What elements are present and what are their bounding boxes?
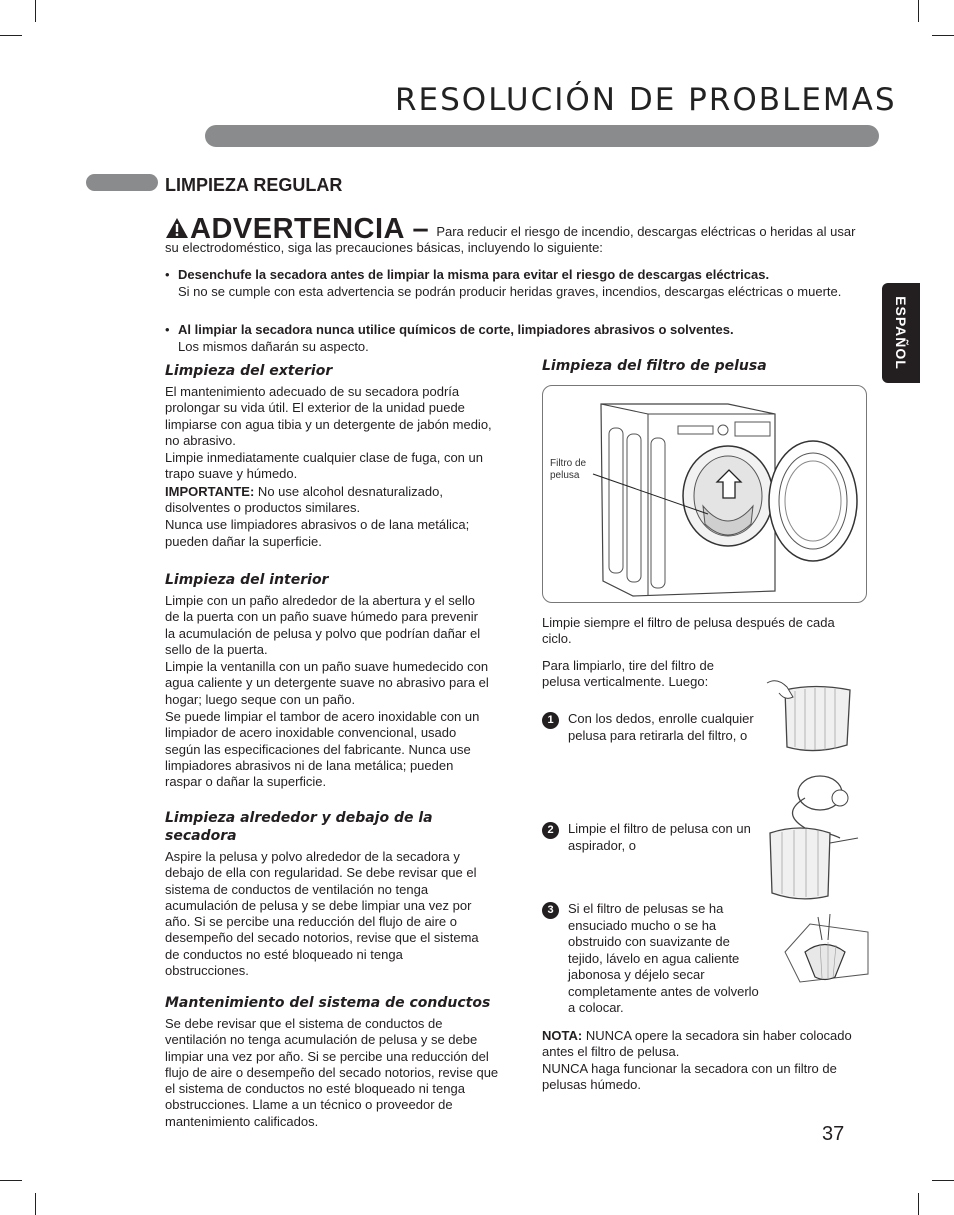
- step-text: Con los dedos, enrolle cualquier pelusa para retirarla del filtro, o: [568, 711, 754, 743]
- exterior-p2: Limpie inmediatamente cualquier clase de fuga, con un trapo suave y húmedo.: [165, 450, 483, 482]
- bullet-dot: •: [165, 267, 170, 282]
- warning-intro: Para reducir el riesgo de incendio, descargas eléctricas o heridas al usar su electrodoméstico, siga las precauciones básicas, incluyendo lo siguiente:: [165, 224, 856, 255]
- step-3: [542, 901, 772, 1017]
- warning-bullet-text: Los mismos dañarán su aspecto.: [178, 338, 369, 354]
- step-number: 3: [542, 902, 559, 919]
- crop-mark: [932, 1180, 954, 1181]
- step-number: 1: [542, 712, 559, 729]
- ducts-section: [165, 994, 505, 1130]
- filter-p2: Para limpiarlo, tire del filtro de pelusa verticalmente. Luego:: [542, 657, 714, 689]
- ducts-p1: Se debe revisar que el sistema de conductos de ventilación no tenga acumulación de pelusa y se debe limpiar una vez por año. Si se percibe una reducción del flujo de aire o desempeño del secado notorios, revise que el sistema de conductos no esté bloqueado ni tenga obstrucciones. Llame a un técnico o proveedor de mantenimiento calificados.: [165, 1016, 499, 1129]
- title-bar: [205, 125, 879, 147]
- warning-icon: [165, 217, 189, 239]
- filter-callout: Filtro de pelusa: [550, 458, 587, 481]
- note-p2: NUNCA haga funcionar la secadora con un filtro de pelusas húmedo.: [542, 1060, 837, 1092]
- warning-bullet-text: Si no se cumple con esta advertencia se podrán producir heridas graves, incendios, descargas eléctricas o muerte.: [178, 283, 842, 299]
- around-p1: Aspire la pelusa y polvo alrededor de la secadora y debajo de ella con regularidad. Se debe revisar que el sistema de conductos de ventilación no tenga acumulación de pelusa y se debe limpiar una vez por año. Si se percibe una reducción del flujo de aire o desempeño del secado notorios, revise que el sistema de conductos no esté bloqueado ni tenga obstrucciones.: [165, 849, 479, 979]
- interior-p2: Limpie la ventanilla con un paño suave humedecido con agua caliente y un detergente suave no abrasivo para el hogar; luego seque con un paño.: [165, 659, 489, 707]
- note-label: NOTA:: [542, 1028, 583, 1043]
- exterior-section: [165, 362, 495, 550]
- step-text: Si el filtro de pelusas se ha ensuciado mucho o se ha obstruido con suavizante de tejido, lávelo en agua caliente jabonosa y déjelo secar completamente antes de volverlo a colocar.: [568, 901, 759, 1015]
- exterior-p3: [165, 484, 495, 517]
- filter-p1: Limpie siempre el filtro de pelusa después de cada ciclo.: [542, 615, 835, 647]
- warning-block: [165, 213, 870, 256]
- step-text: Limpie el filtro de pelusa con un aspirador, o: [568, 821, 751, 853]
- interior-p3: Se puede limpiar el tambor de acero inoxidable con un limpiador de acero inoxidable convencional, usado según las especificaciones del fabricante. Nunca use limpiadores abrasivos ni de lana metálica; pueden raspar o dañar la superficie.: [165, 709, 480, 790]
- crop-mark: [35, 0, 36, 22]
- interior-p1: Limpie con un paño alrededor de la abertura y el sello de la puerta con un paño suave húmedo para prevenir la acumulación de pelusa y polvo que podrían dañar el sello de la puerta.: [165, 593, 481, 657]
- warning-bullet-bold: Al limpiar la secadora nunca utilice químicos de corte, limpiadores abrasivos o solventes.: [178, 322, 734, 337]
- around-heading: Limpieza alrededor y debajo de la secadora: [165, 810, 433, 844]
- page-number: 37: [822, 1123, 845, 1145]
- language-tab-label: ESPAÑOL: [893, 296, 909, 370]
- lint-filter-fingers-illustration: [765, 675, 855, 760]
- warning-bullet: [165, 267, 870, 300]
- vacuum-illustration: [760, 768, 860, 903]
- dryer-figure: [542, 385, 867, 603]
- note-text-1: NUNCA opere la secadora sin haber colocado antes el filtro de pelusa.: [542, 1028, 852, 1060]
- exterior-heading: Limpieza del exterior: [165, 363, 333, 379]
- interior-section: [165, 571, 490, 791]
- page-title: RESOLUCIÓN DE PROBLEMAS: [395, 82, 897, 118]
- around-section: [165, 809, 490, 979]
- warning-heading: ADVERTENCIA –: [190, 213, 430, 245]
- crop-mark: [35, 1193, 36, 1215]
- warning-bullet: [165, 322, 870, 355]
- crop-mark: [0, 1180, 22, 1181]
- step-1: [542, 711, 772, 744]
- step-2: [542, 821, 772, 854]
- crop-mark: [0, 35, 22, 36]
- note-block: [542, 1028, 867, 1093]
- washing-filter-illustration: [780, 912, 870, 987]
- exterior-p4: Nunca use limpiadores abrasivos o de lana metálica; pueden dañar la superficie.: [165, 517, 470, 549]
- exterior-p3-text: No use alcohol desnaturalizado, disolventes o productos similares.: [165, 483, 443, 516]
- language-tab: [882, 283, 920, 383]
- bullet-dot: •: [165, 322, 170, 337]
- dryer-illustration: [543, 386, 867, 603]
- interior-heading: Limpieza del interior: [165, 572, 329, 588]
- ducts-heading: Mantenimiento del sistema de conductos: [165, 995, 491, 1011]
- warning-bullet-bold: Desenchufe la secadora antes de limpiar la misma para evitar el riesgo de descargas eléctricas.: [178, 267, 770, 282]
- step-number: 2: [542, 822, 559, 839]
- note-p1: [542, 1028, 867, 1061]
- crop-mark: [932, 35, 954, 36]
- important-label: IMPORTANTE:: [165, 483, 255, 499]
- filter-heading-wrap: [542, 357, 872, 375]
- exterior-p1: El mantenimiento adecuado de su secadora podría prolongar su vida útil. El exterior de la unidad puede limpiarse con agua tibia y un detergente de jabón medio, no abrasivo.: [165, 384, 492, 448]
- crop-mark: [918, 0, 919, 22]
- section-pill: [86, 174, 158, 191]
- section-title: LIMPIEZA REGULAR: [165, 175, 343, 195]
- crop-mark: [918, 1193, 919, 1215]
- filter-heading: Limpieza del filtro de pelusa: [542, 358, 767, 374]
